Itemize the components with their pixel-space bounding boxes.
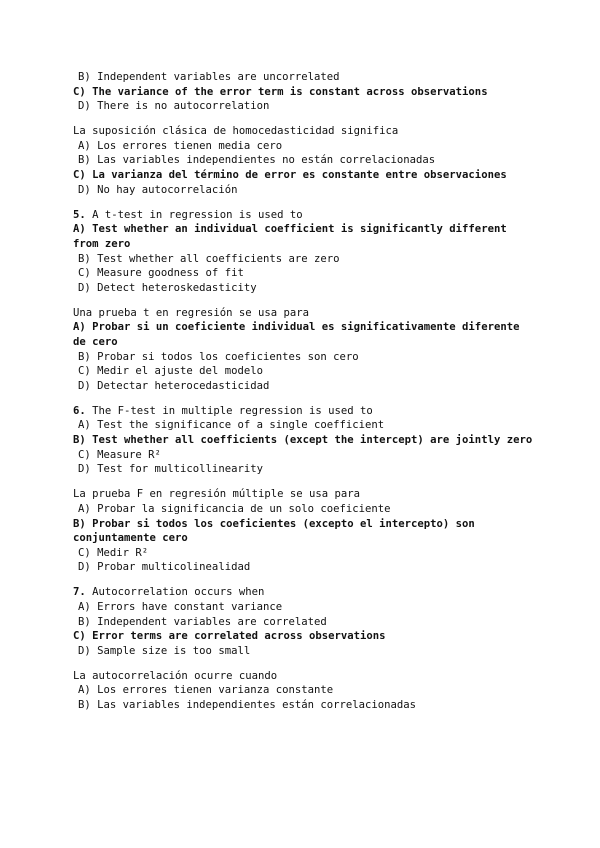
question-label: Una prueba t en regresión se usa para: [73, 306, 309, 319]
question-number: 5.: [73, 208, 86, 221]
question-label: La suposición clásica de homocedasticidad significa: [73, 125, 399, 138]
question-number: 6.: [73, 404, 86, 417]
answer-option-correct: C) La varianza del término de error es constante entre observaciones: [73, 169, 507, 182]
answer-option-correct: A) Probar si un coeficiente individual es significativamente diferente de cero: [73, 321, 526, 348]
answer-option: D) Detect heteroskedasticity: [78, 281, 257, 294]
question-block: [73, 208, 533, 296]
question-text: [73, 306, 533, 321]
answer-option: C) Medir R²: [78, 546, 149, 559]
answer-option: A) Los errores tienen media cero: [78, 139, 283, 152]
question-text: [73, 585, 533, 600]
block-spacer: [73, 575, 533, 586]
question-label: La prueba F en regresión múltiple se usa para: [73, 488, 361, 501]
answer-option: B) Test whether all coefficients are zero: [78, 252, 340, 265]
answer-option: A) Test the significance of a single coefficient: [78, 419, 385, 432]
question-block: [73, 306, 533, 394]
answer-option: B) Independent variables are uncorrelated: [78, 71, 340, 83]
answer-option: B) Probar si todos los coeficientes son cero: [78, 350, 359, 363]
answer-option: D) Sample size is too small: [78, 644, 251, 657]
answer-option: D) There is no autocorrelation: [78, 100, 270, 113]
question-block: [73, 669, 533, 713]
answer-option-correct: C) Error terms are correlated across observations: [73, 630, 386, 643]
question-block: [73, 70, 533, 114]
question-text: [73, 124, 533, 139]
answer-option: A) Los errores tienen varianza constante: [78, 684, 334, 697]
question-text: [73, 208, 533, 223]
question-label: Autocorrelation occurs when: [92, 586, 265, 599]
block-spacer: [73, 114, 533, 125]
answer-option: C) Medir el ajuste del modelo: [78, 365, 263, 378]
answer-option: B) Independent variables are correlated: [78, 615, 327, 628]
answer-option-correct: B) Probar si todos los coeficientes (excepto el intercepto) son conjuntamente cero: [73, 517, 482, 545]
answer-option: D) No hay autocorrelación: [78, 183, 238, 196]
answer-option-correct: C) The variance of the error term is constant across observations: [73, 85, 488, 98]
answer-option-correct: B) Test whether all coefficients (except the intercept) are jointly zero: [73, 434, 533, 447]
question-block: [73, 585, 533, 658]
block-spacer: [73, 477, 533, 488]
question-block: [73, 487, 533, 575]
question-label: La autocorrelación ocurre cuando: [73, 669, 278, 682]
answer-option: A) Errors have constant variance: [78, 601, 283, 613]
question-block: [73, 124, 533, 197]
answer-option: D) Test for multicollinearity: [78, 463, 263, 476]
answer-option-correct: A) Test whether an individual coefficient is significantly different from zero: [73, 223, 514, 250]
answer-option: D) Probar multicolinealidad: [78, 561, 251, 574]
question-text: [73, 487, 533, 502]
answer-option: B) Las variables independientes no están correlacionadas: [78, 154, 436, 167]
block-spacer: [73, 295, 533, 306]
answer-option: C) Measure goodness of fit: [78, 267, 244, 280]
question-number: 7.: [73, 586, 86, 599]
block-spacer: [73, 197, 533, 208]
block-spacer: [73, 658, 533, 669]
answer-option: D) Detectar heterocedasticidad: [78, 379, 270, 392]
question-text: [73, 404, 533, 419]
answer-option: B) Las variables independientes están correlacionadas: [78, 699, 417, 712]
answer-option: A) Probar la significancia de un solo coeficiente: [78, 502, 391, 515]
question-block: [73, 404, 533, 477]
question-label: A t-test in regression is used to: [92, 208, 303, 221]
question-label: The F-test in multiple regression is used to: [92, 404, 373, 417]
answer-option: C) Measure R²: [78, 448, 161, 461]
question-text: [73, 669, 533, 684]
document-body: [73, 70, 533, 713]
block-spacer: [73, 393, 533, 404]
